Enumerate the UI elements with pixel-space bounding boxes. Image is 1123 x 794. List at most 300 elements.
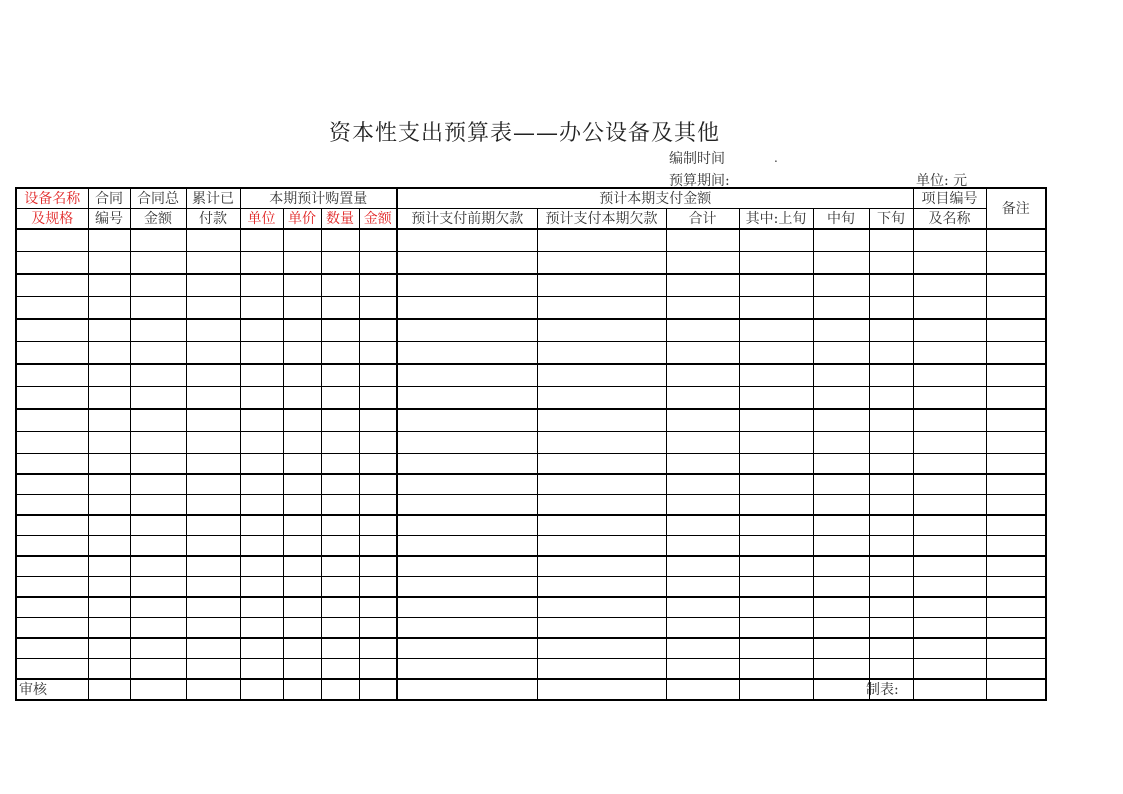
table-cell[interactable]	[537, 474, 666, 495]
table-cell[interactable]	[359, 432, 397, 454]
table-cell[interactable]	[359, 495, 397, 516]
table-cell[interactable]	[666, 659, 739, 680]
table-cell[interactable]	[397, 556, 537, 577]
table-cell[interactable]	[813, 618, 869, 639]
table-cell[interactable]	[186, 432, 240, 454]
table-cell[interactable]	[869, 495, 913, 516]
table-cell[interactable]	[283, 679, 321, 700]
table-cell[interactable]	[88, 364, 130, 387]
table-cell[interactable]	[359, 556, 397, 577]
table-cell[interactable]	[16, 454, 88, 475]
table-cell[interactable]	[359, 252, 397, 275]
table-cell[interactable]	[913, 577, 986, 598]
table-cell[interactable]	[813, 297, 869, 320]
table-cell[interactable]	[240, 297, 283, 320]
table-cell[interactable]	[88, 556, 130, 577]
table-cell[interactable]	[321, 274, 359, 297]
table-cell[interactable]	[186, 679, 240, 700]
table-cell[interactable]	[666, 297, 739, 320]
table-cell[interactable]	[186, 342, 240, 365]
table-cell[interactable]	[240, 432, 283, 454]
table-cell[interactable]	[359, 597, 397, 618]
table-cell[interactable]	[88, 319, 130, 342]
table-cell[interactable]	[537, 387, 666, 410]
table-cell[interactable]	[240, 679, 283, 700]
table-cell[interactable]	[397, 364, 537, 387]
table-cell[interactable]	[666, 536, 739, 557]
table-cell[interactable]	[16, 618, 88, 639]
table-cell[interactable]	[986, 515, 1046, 536]
table-cell[interactable]	[986, 342, 1046, 365]
table-cell[interactable]	[869, 536, 913, 557]
table-cell[interactable]	[321, 638, 359, 659]
table-cell[interactable]	[359, 536, 397, 557]
table-cell[interactable]	[813, 319, 869, 342]
table-cell[interactable]	[16, 274, 88, 297]
table-cell[interactable]	[186, 274, 240, 297]
table-cell[interactable]	[130, 556, 186, 577]
table-cell[interactable]	[130, 454, 186, 475]
table-cell[interactable]	[283, 432, 321, 454]
table-cell[interactable]	[986, 432, 1046, 454]
table-cell[interactable]	[739, 597, 813, 618]
table-cell[interactable]	[986, 319, 1046, 342]
table-cell[interactable]	[813, 454, 869, 475]
table-cell[interactable]	[88, 297, 130, 320]
table-cell[interactable]	[16, 515, 88, 536]
table-cell[interactable]	[986, 454, 1046, 475]
table-cell[interactable]	[240, 659, 283, 680]
table-cell[interactable]	[321, 409, 359, 432]
table-cell[interactable]	[739, 659, 813, 680]
table-cell[interactable]	[240, 638, 283, 659]
table-cell[interactable]	[130, 638, 186, 659]
table-cell[interactable]	[537, 364, 666, 387]
table-cell[interactable]	[913, 536, 986, 557]
table-cell[interactable]	[283, 387, 321, 410]
table-cell[interactable]	[913, 679, 986, 700]
table-cell[interactable]	[666, 679, 739, 700]
table-cell[interactable]	[397, 297, 537, 320]
table-cell[interactable]	[739, 274, 813, 297]
table-cell[interactable]	[186, 387, 240, 410]
table-cell[interactable]	[88, 597, 130, 618]
table-cell[interactable]	[666, 409, 739, 432]
table-cell[interactable]	[666, 618, 739, 639]
table-cell[interactable]	[913, 515, 986, 536]
table-cell[interactable]	[88, 495, 130, 516]
table-cell[interactable]	[186, 319, 240, 342]
table-cell[interactable]	[321, 597, 359, 618]
table-cell[interactable]	[986, 409, 1046, 432]
table-cell[interactable]	[397, 659, 537, 680]
table-cell[interactable]	[869, 556, 913, 577]
table-cell[interactable]	[869, 659, 913, 680]
table-cell[interactable]	[321, 474, 359, 495]
table-cell[interactable]	[813, 638, 869, 659]
table-cell[interactable]	[397, 229, 537, 252]
table-cell[interactable]	[813, 577, 869, 598]
table-cell[interactable]	[321, 679, 359, 700]
table-cell[interactable]	[869, 432, 913, 454]
table-cell[interactable]	[537, 659, 666, 680]
table-cell[interactable]	[240, 618, 283, 639]
table-cell[interactable]	[913, 638, 986, 659]
table-cell[interactable]	[869, 319, 913, 342]
table-cell[interactable]	[16, 319, 88, 342]
table-cell[interactable]	[813, 679, 869, 700]
table-cell[interactable]	[88, 659, 130, 680]
table-cell[interactable]	[186, 454, 240, 475]
table-cell[interactable]	[359, 387, 397, 410]
table-cell[interactable]	[666, 577, 739, 598]
table-cell[interactable]	[913, 319, 986, 342]
table-cell[interactable]	[240, 229, 283, 252]
table-cell[interactable]	[359, 454, 397, 475]
table-cell[interactable]	[240, 274, 283, 297]
table-cell[interactable]	[321, 252, 359, 275]
table-cell[interactable]	[16, 495, 88, 516]
table-cell[interactable]	[16, 297, 88, 320]
table-cell[interactable]	[813, 252, 869, 275]
table-cell[interactable]	[869, 297, 913, 320]
table-cell[interactable]	[186, 556, 240, 577]
table-cell[interactable]	[16, 638, 88, 659]
table-cell[interactable]	[321, 536, 359, 557]
table-cell[interactable]	[813, 432, 869, 454]
table-cell[interactable]	[537, 297, 666, 320]
table-cell[interactable]	[321, 454, 359, 475]
table-cell[interactable]	[186, 495, 240, 516]
table-cell[interactable]	[359, 409, 397, 432]
table-cell[interactable]	[186, 515, 240, 536]
table-cell[interactable]	[359, 679, 397, 700]
table-cell[interactable]	[130, 274, 186, 297]
table-cell[interactable]	[130, 597, 186, 618]
table-cell[interactable]	[130, 319, 186, 342]
table-cell[interactable]	[986, 252, 1046, 275]
table-cell[interactable]	[813, 474, 869, 495]
table-cell[interactable]	[283, 229, 321, 252]
table-cell[interactable]	[186, 252, 240, 275]
table-cell[interactable]	[739, 229, 813, 252]
table-cell[interactable]	[397, 319, 537, 342]
table-cell[interactable]	[359, 474, 397, 495]
table-cell[interactable]	[283, 659, 321, 680]
table-cell[interactable]	[986, 556, 1046, 577]
table-cell[interactable]	[186, 409, 240, 432]
table-cell[interactable]	[240, 387, 283, 410]
table-cell[interactable]	[240, 515, 283, 536]
table-cell[interactable]	[88, 577, 130, 598]
table-cell[interactable]	[130, 679, 186, 700]
table-cell[interactable]	[537, 577, 666, 598]
table-cell[interactable]	[537, 597, 666, 618]
table-cell[interactable]	[240, 342, 283, 365]
table-cell[interactable]	[186, 638, 240, 659]
table-cell[interactable]	[913, 274, 986, 297]
table-cell[interactable]	[283, 364, 321, 387]
table-cell[interactable]	[813, 536, 869, 557]
table-cell[interactable]	[88, 474, 130, 495]
table-cell[interactable]	[397, 577, 537, 598]
table-cell[interactable]	[321, 495, 359, 516]
table-cell[interactable]	[869, 274, 913, 297]
table-cell[interactable]	[283, 515, 321, 536]
table-cell[interactable]	[986, 297, 1046, 320]
table-cell[interactable]	[813, 659, 869, 680]
table-cell[interactable]	[88, 679, 130, 700]
table-cell[interactable]	[397, 679, 537, 700]
table-cell[interactable]	[16, 536, 88, 557]
table-cell[interactable]	[397, 432, 537, 454]
table-cell[interactable]	[913, 364, 986, 387]
table-cell[interactable]	[88, 454, 130, 475]
table-cell[interactable]	[869, 342, 913, 365]
table-cell[interactable]	[869, 454, 913, 475]
table-cell[interactable]	[739, 495, 813, 516]
table-cell[interactable]	[666, 495, 739, 516]
table-cell[interactable]	[321, 342, 359, 365]
table-cell[interactable]	[666, 274, 739, 297]
table-cell[interactable]	[130, 577, 186, 598]
table-cell[interactable]	[186, 474, 240, 495]
table-cell[interactable]	[869, 638, 913, 659]
table-cell[interactable]	[537, 638, 666, 659]
table-cell[interactable]	[986, 536, 1046, 557]
table-cell[interactable]	[739, 679, 813, 700]
table-cell[interactable]	[321, 387, 359, 410]
table-cell[interactable]	[283, 536, 321, 557]
table-cell[interactable]	[913, 432, 986, 454]
table-cell[interactable]	[913, 474, 986, 495]
table-cell[interactable]	[88, 618, 130, 639]
table-cell[interactable]	[666, 556, 739, 577]
table-cell[interactable]	[283, 454, 321, 475]
table-cell[interactable]	[666, 387, 739, 410]
table-cell[interactable]	[397, 638, 537, 659]
table-cell[interactable]	[739, 515, 813, 536]
table-cell[interactable]	[537, 409, 666, 432]
table-cell[interactable]	[283, 638, 321, 659]
table-cell[interactable]	[537, 556, 666, 577]
table-cell[interactable]	[321, 229, 359, 252]
table-cell[interactable]	[537, 252, 666, 275]
table-cell[interactable]	[913, 454, 986, 475]
table-cell[interactable]	[913, 556, 986, 577]
table-cell[interactable]	[88, 252, 130, 275]
table-cell[interactable]	[359, 659, 397, 680]
table-cell[interactable]	[359, 274, 397, 297]
table-cell[interactable]	[283, 319, 321, 342]
table-cell[interactable]	[537, 229, 666, 252]
table-cell[interactable]	[666, 319, 739, 342]
table-cell[interactable]	[16, 659, 88, 680]
table-cell[interactable]	[240, 495, 283, 516]
table-cell[interactable]	[283, 274, 321, 297]
table-cell[interactable]	[130, 364, 186, 387]
table-cell[interactable]	[130, 252, 186, 275]
table-cell[interactable]	[986, 638, 1046, 659]
table-cell[interactable]	[813, 274, 869, 297]
table-cell[interactable]	[869, 229, 913, 252]
table-cell[interactable]	[739, 252, 813, 275]
table-cell[interactable]	[869, 252, 913, 275]
table-cell[interactable]	[813, 387, 869, 410]
table-cell[interactable]	[537, 319, 666, 342]
table-cell[interactable]	[321, 618, 359, 639]
table-cell[interactable]	[130, 474, 186, 495]
table-cell[interactable]	[537, 515, 666, 536]
table-cell[interactable]	[283, 618, 321, 639]
table-cell[interactable]	[986, 387, 1046, 410]
table-cell[interactable]	[739, 556, 813, 577]
table-cell[interactable]	[986, 597, 1046, 618]
table-cell[interactable]	[88, 638, 130, 659]
table-cell[interactable]	[240, 577, 283, 598]
table-cell[interactable]	[186, 297, 240, 320]
table-cell[interactable]	[321, 659, 359, 680]
table-cell[interactable]	[986, 659, 1046, 680]
table-cell[interactable]	[869, 577, 913, 598]
table-cell[interactable]	[913, 495, 986, 516]
table-cell[interactable]	[321, 577, 359, 598]
table-cell[interactable]	[537, 618, 666, 639]
table-cell[interactable]	[397, 618, 537, 639]
table-cell[interactable]	[186, 229, 240, 252]
table-cell[interactable]	[283, 409, 321, 432]
table-cell[interactable]	[869, 409, 913, 432]
table-cell[interactable]	[186, 536, 240, 557]
table-cell[interactable]	[986, 364, 1046, 387]
table-cell[interactable]	[537, 679, 666, 700]
table-cell[interactable]	[666, 515, 739, 536]
table-cell[interactable]	[739, 387, 813, 410]
table-cell[interactable]	[186, 364, 240, 387]
table-cell[interactable]	[739, 577, 813, 598]
table-cell[interactable]	[16, 409, 88, 432]
table-cell[interactable]	[666, 432, 739, 454]
table-cell[interactable]	[186, 659, 240, 680]
table-cell[interactable]	[359, 364, 397, 387]
table-cell[interactable]	[869, 364, 913, 387]
table-cell[interactable]	[16, 342, 88, 365]
table-cell[interactable]	[986, 474, 1046, 495]
table-cell[interactable]	[397, 536, 537, 557]
table-cell[interactable]	[986, 679, 1046, 700]
table-cell[interactable]	[913, 409, 986, 432]
table-cell[interactable]	[88, 515, 130, 536]
table-cell[interactable]	[130, 495, 186, 516]
table-cell[interactable]	[130, 432, 186, 454]
table-cell[interactable]	[739, 297, 813, 320]
table-cell[interactable]	[186, 597, 240, 618]
table-cell[interactable]	[240, 364, 283, 387]
table-cell[interactable]	[359, 229, 397, 252]
table-cell[interactable]	[666, 252, 739, 275]
table-cell[interactable]	[321, 515, 359, 536]
table-cell[interactable]	[88, 342, 130, 365]
table-cell[interactable]	[913, 342, 986, 365]
table-cell[interactable]	[16, 597, 88, 618]
table-cell[interactable]	[283, 556, 321, 577]
table-cell[interactable]	[397, 454, 537, 475]
table-cell[interactable]	[397, 474, 537, 495]
table-cell[interactable]	[130, 536, 186, 557]
table-cell[interactable]	[739, 409, 813, 432]
table-cell[interactable]	[16, 364, 88, 387]
table-cell[interactable]	[16, 387, 88, 410]
table-cell[interactable]	[16, 252, 88, 275]
table-cell[interactable]	[283, 474, 321, 495]
table-cell[interactable]	[666, 597, 739, 618]
table-cell[interactable]	[88, 536, 130, 557]
table-cell[interactable]	[240, 409, 283, 432]
table-cell[interactable]	[130, 387, 186, 410]
table-cell[interactable]	[666, 638, 739, 659]
table-cell[interactable]	[16, 432, 88, 454]
table-cell[interactable]	[240, 556, 283, 577]
table-cell[interactable]	[130, 618, 186, 639]
table-cell[interactable]	[359, 577, 397, 598]
table-cell[interactable]	[321, 319, 359, 342]
table-cell[interactable]	[813, 229, 869, 252]
table-cell[interactable]	[88, 387, 130, 410]
table-cell[interactable]	[739, 618, 813, 639]
table-cell[interactable]	[913, 659, 986, 680]
table-cell[interactable]	[240, 597, 283, 618]
table-cell[interactable]	[869, 597, 913, 618]
table-cell[interactable]	[283, 342, 321, 365]
table-cell[interactable]	[813, 409, 869, 432]
table-cell[interactable]	[869, 618, 913, 639]
table-cell[interactable]	[359, 618, 397, 639]
table-cell[interactable]	[16, 474, 88, 495]
table-cell[interactable]	[739, 536, 813, 557]
table-cell[interactable]	[283, 252, 321, 275]
table-cell[interactable]	[186, 577, 240, 598]
table-cell[interactable]	[130, 297, 186, 320]
table-cell[interactable]	[869, 474, 913, 495]
table-cell[interactable]	[739, 364, 813, 387]
table-cell[interactable]	[240, 252, 283, 275]
table-cell[interactable]	[240, 454, 283, 475]
table-cell[interactable]	[359, 297, 397, 320]
table-cell[interactable]	[537, 274, 666, 297]
table-cell[interactable]	[130, 659, 186, 680]
table-cell[interactable]	[739, 342, 813, 365]
table-cell[interactable]	[869, 387, 913, 410]
table-cell[interactable]	[88, 229, 130, 252]
table-cell[interactable]	[913, 387, 986, 410]
table-cell[interactable]	[739, 474, 813, 495]
table-cell[interactable]	[130, 409, 186, 432]
table-cell[interactable]	[913, 297, 986, 320]
table-cell[interactable]	[666, 342, 739, 365]
table-cell[interactable]	[321, 297, 359, 320]
table-cell[interactable]	[813, 515, 869, 536]
table-cell[interactable]	[537, 495, 666, 516]
table-cell[interactable]	[397, 387, 537, 410]
table-cell[interactable]	[283, 597, 321, 618]
table-cell[interactable]	[739, 638, 813, 659]
table-cell[interactable]	[321, 556, 359, 577]
table-cell[interactable]	[359, 342, 397, 365]
table-cell[interactable]	[813, 364, 869, 387]
table-cell[interactable]	[397, 274, 537, 297]
table-cell[interactable]	[130, 342, 186, 365]
table-cell[interactable]	[16, 229, 88, 252]
